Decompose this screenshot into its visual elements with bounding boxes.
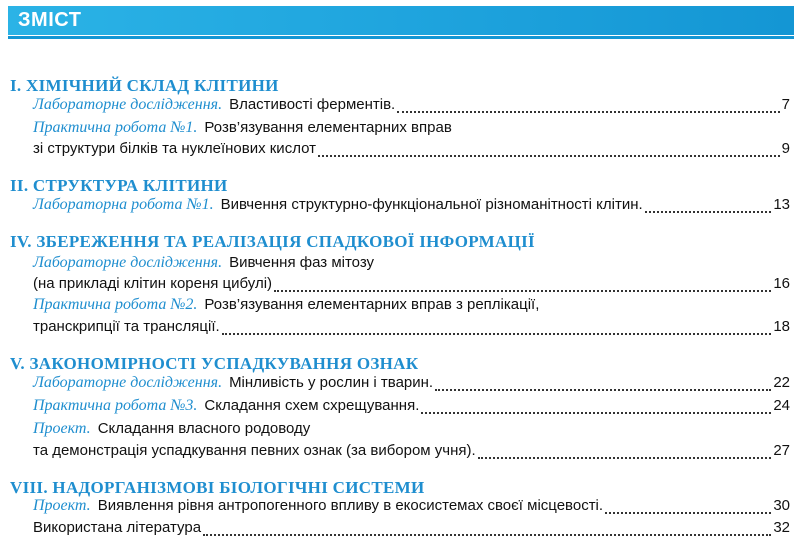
toc-entry[interactable] bbox=[33, 397, 790, 419]
dot-leader bbox=[318, 155, 780, 157]
entry-text: Властивості ферментів. bbox=[229, 96, 396, 113]
section-title: VIII. НАДОРГАНІЗМОВІ БІОЛОГІЧНІ СИСТЕМИ bbox=[10, 478, 425, 497]
dot-leader bbox=[435, 389, 771, 391]
entry-text: зі структури білків та нуклеїнових кислот bbox=[33, 140, 316, 157]
page-title: ЗМІСТ bbox=[18, 9, 82, 31]
section-title: V. ЗАКОНОМІРНОСТІ УСПАДКУВАННЯ ОЗНАК bbox=[10, 354, 419, 373]
section-title: І. ХІМІЧНИЙ СКЛАД КЛІТИНИ bbox=[10, 76, 279, 95]
dot-leader bbox=[222, 333, 772, 335]
page-number: 30 bbox=[773, 497, 790, 514]
page-number: 13 bbox=[773, 196, 790, 213]
dot-leader bbox=[274, 290, 771, 292]
dot-leader bbox=[645, 211, 772, 213]
dot-leader bbox=[203, 534, 771, 536]
page-number: 9 bbox=[781, 140, 790, 157]
page-number: 32 bbox=[773, 519, 790, 536]
dot-leader bbox=[421, 412, 771, 414]
page-number: 7 bbox=[781, 96, 790, 113]
toc-entry-continued[interactable] bbox=[33, 275, 790, 297]
entry-text: Розв’язування елементарних вправ з реплікації, bbox=[204, 296, 540, 313]
dot-leader bbox=[605, 512, 771, 514]
page-number: 18 bbox=[773, 318, 790, 335]
toc-entry-continued[interactable] bbox=[33, 318, 790, 340]
entry-kind: Проект. bbox=[33, 497, 91, 514]
section-title: IV. ЗБЕРЕЖЕННЯ ТА РЕАЛІЗАЦІЯ СПАДКОВОЇ ІНФОРМАЦІЇ bbox=[10, 232, 535, 251]
entry-text: Складання власного родоводу bbox=[97, 420, 311, 437]
page-number: 16 bbox=[773, 275, 790, 292]
page-number: 22 bbox=[773, 374, 790, 391]
entry-kind: Практична робота №3. bbox=[33, 397, 198, 414]
toc-entry[interactable] bbox=[33, 254, 790, 276]
entry-text: Використана література bbox=[33, 519, 202, 536]
entry-kind: Практична робота №1. bbox=[33, 119, 198, 136]
toc-entry[interactable] bbox=[33, 96, 790, 118]
toc-entry[interactable] bbox=[33, 374, 790, 396]
section-title: ІІ. СТРУКТУРА КЛІТИНИ bbox=[10, 176, 228, 195]
entry-kind: Практична робота №2. bbox=[33, 296, 198, 313]
toc-entry[interactable] bbox=[33, 196, 790, 218]
entry-kind: Лабораторне дослідження. bbox=[33, 254, 223, 271]
entry-text: Розв’язування елементарних вправ bbox=[204, 119, 452, 136]
page-number: 24 bbox=[773, 397, 790, 414]
toc-entry[interactable] bbox=[33, 497, 790, 519]
toc-entry-continued[interactable] bbox=[33, 442, 790, 464]
dot-leader bbox=[397, 111, 779, 113]
entry-text: Складання схем схрещування. bbox=[204, 397, 420, 414]
entry-text: (на прикладі клітин кореня цибулі) bbox=[33, 275, 273, 292]
toc-entry[interactable] bbox=[33, 119, 790, 141]
entry-kind: Лабораторне дослідження. bbox=[33, 374, 223, 391]
toc-entry[interactable] bbox=[33, 296, 790, 318]
entry-text: Вивчення структурно-функціональної різноманітності клітин. bbox=[220, 196, 643, 213]
toc-entry[interactable] bbox=[33, 420, 790, 442]
toc-entry-literature[interactable] bbox=[33, 519, 790, 541]
page-number: 27 bbox=[773, 442, 790, 459]
entry-text: транскрипції та трансляції. bbox=[33, 318, 220, 335]
entry-text: Вивчення фаз мітозу bbox=[229, 254, 375, 271]
entry-kind: Проект. bbox=[33, 420, 91, 437]
entry-kind: Лабораторна робота №1. bbox=[33, 196, 214, 213]
dot-leader bbox=[478, 457, 772, 459]
entry-text: Виявлення рівня антропогенного впливу в екосистемах своєї місцевості. bbox=[97, 497, 604, 514]
entry-kind: Лабораторне дослідження. bbox=[33, 96, 223, 113]
toc-entry-continued[interactable] bbox=[33, 140, 790, 162]
entry-text: Мінливість у рослин і тварин. bbox=[229, 374, 434, 391]
entry-text: та демонстрація успадкування певних ознак (за вибором учня). bbox=[33, 442, 476, 459]
